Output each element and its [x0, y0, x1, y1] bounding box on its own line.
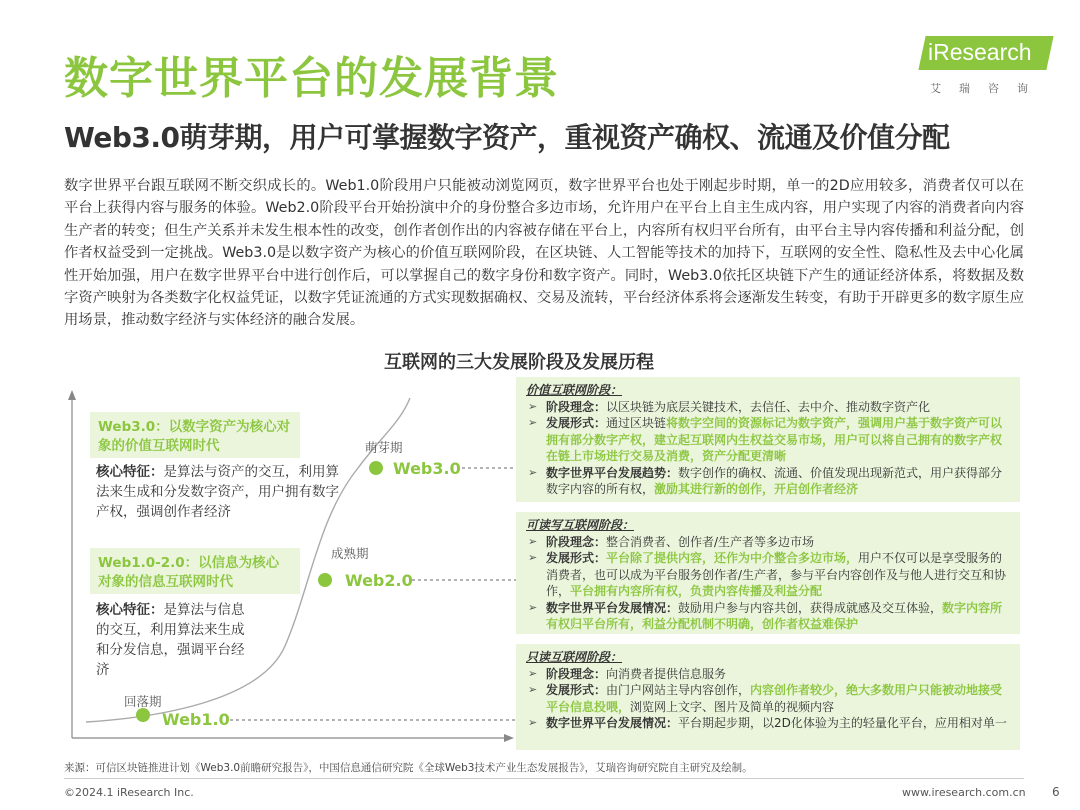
page-title: 数字世界平台的发展背景: [64, 53, 559, 104]
rw-item-idea: ➢ 阶段理念：整合消费者、创作者/生产者等多边市场: [526, 534, 1010, 551]
web2-point: [318, 573, 332, 587]
value-item-form: ➢ 发展形式：通过区块链将数字空间的资源标记为数字资产，强调用户基于数字资产可以拥有部分数字产权，建立起互联网内生权益交易市场，用户可以将自己拥有的数字产权在链上市场进行交易及消费，资产分配更清晰: [526, 415, 1010, 465]
web3-core-text: 是算法与资产的交互，利用算法来生成和分发数字资产，用户拥有数字产权，强调创作者经济: [96, 464, 339, 520]
web3-core-features: [96, 462, 340, 522]
site-url[interactable]: www.iresearch.com.cn: [902, 786, 1026, 799]
web2-label: Web2.0: [345, 571, 413, 590]
phase-label-decline: 回落期: [124, 694, 162, 709]
read-write-panel: [516, 512, 1020, 634]
web1-point: [136, 708, 150, 722]
web12-core-text: 是算法与信息的交互，利用算法来生成和分发信息，强调平台经济: [96, 602, 245, 678]
y-axis-arrow: [68, 390, 76, 400]
ro-item-status: ➢ 数字世界平台发展情况：平台期起步期，以2D化体验为主的轻量化平台，应用相对单一: [526, 715, 1010, 732]
web12-core-label: 核心特征：: [96, 602, 164, 618]
value-item-trend: ➢ 数字世界平台发展趋势：数字创作的确权、流通、价值发现出现新范式，用户获得部分数字内容的所有权，激励其进行新的创作，开启创作者经济: [526, 465, 1010, 498]
web3-era-box: Web3.0：以数字资产为核心对象的价值互联网时代: [90, 412, 300, 458]
footer-divider: [64, 778, 1024, 779]
page-subtitle: Web3.0萌芽期，用户可掌握数字资产，重视资产确权、流通及价值分配: [64, 121, 950, 154]
logo-subtext: 艾瑞咨询: [930, 82, 1046, 95]
rw-item-status: ➢ 数字世界平台发展情况：鼓励用户参与内容共创，获得成就感及交互体验，数字内容所有权归平台所有，利益分配机制不明确，创作者权益难保护: [526, 600, 1010, 633]
web3-label: Web3.0: [393, 459, 461, 478]
rw-panel-head: 可读写互联网阶段：: [526, 518, 635, 532]
ro-panel-head: 只读互联网阶段：: [526, 650, 623, 664]
copyright: ©2024.1 iResearch Inc.: [64, 786, 194, 799]
value-item-idea: ➢ 阶段理念：以区块链为底层关键技术，去信任、去中介、推动数字资产化: [526, 399, 1010, 416]
web12-era-box: Web1.0-2.0：以信息为核心对象的信息互联网时代: [90, 548, 300, 594]
value-internet-panel: [516, 377, 1020, 502]
x-axis-arrow: [504, 734, 514, 742]
phase-label-sprout: 萌芽期: [365, 440, 403, 455]
value-panel-head: 价值互联网阶段：: [526, 383, 623, 397]
source-note: 来源：可信区块链推进计划《Web3.0前瞻研究报告》，中国信息通信研究院《全球Web3技术产业生态发展报告》，艾瑞咨询研究院自主研究及绘制。: [64, 762, 753, 774]
phase-label-mature: 成熟期: [331, 546, 369, 561]
ro-item-idea: ➢ 阶段理念：向消费者提供信息服务: [526, 666, 1010, 683]
web3-point: [369, 461, 383, 475]
ro-item-form: ➢ 发展形式：由门户网站主导内容创作，内容创作者较少，绝大多数用户只能被动地接受平台信息投喂，浏览网上文字、图片及简单的视频内容: [526, 682, 1010, 715]
iresearch-logo: [904, 36, 1054, 96]
web3-core-label: 核心特征：: [96, 464, 164, 480]
diagram-title: 互联网的三大发展阶段及发展历程: [384, 352, 654, 373]
read-only-panel: [516, 644, 1020, 750]
page-number: 6: [1052, 785, 1060, 799]
intro-paragraph: 数字世界平台跟互联网不断交织成长的。Web1.0阶段用户只能被动浏览网页，数字世界平台也处于刚起步时期，单一的2D应用较多，消费者仅可以在平台上获得内容与服务的体验。Web2.0阶段平台开始扮演中介的身份整合多边市场，允许用户在平台上自主生成内容，用户实现了内容的消费者向内容生产者的转变；但生产关系并未发生根本性的改变，创作者创作出的内容被存储在平台上，内容所有权归平台所有，由平台主导内容传播和利益分配，创作者权益受到一定挑战。Web3.0是以数字资产为核心的价值互联网阶段，在区块链、人工智能等技术的加持下，互联网的安全性、隐私性及去中心化属性开始加强，用户在数字世界平台中进行创作后，可以掌握自己的数字身份和数字资产。同时，Web3.0依托区块链下产生的通证经济体系，将数据及数字资产映射为各类数字化权益凭证，以数字凭证流通的方式实现数据确权、交易及流转，平台经济体系将会逐渐发生转变，有助于开辟更多的数字原生应用场景，推动数字经济与实体经济的融合发展。: [64, 178, 1024, 329]
web12-core-features: [96, 600, 256, 680]
logo-text: iResearch: [928, 39, 1032, 65]
web1-label: Web1.0: [162, 710, 230, 729]
rw-item-form: ➢ 发展形式：平台除了提供内容，还作为中介整合多边市场，用户不仅可以是享受服务的消费者，也可以成为平台服务创作者/生产者，参与平台内容创作及与他人进行交互和协作，平台拥有内容所有权，负责内容传播及利益分配: [526, 550, 1010, 600]
